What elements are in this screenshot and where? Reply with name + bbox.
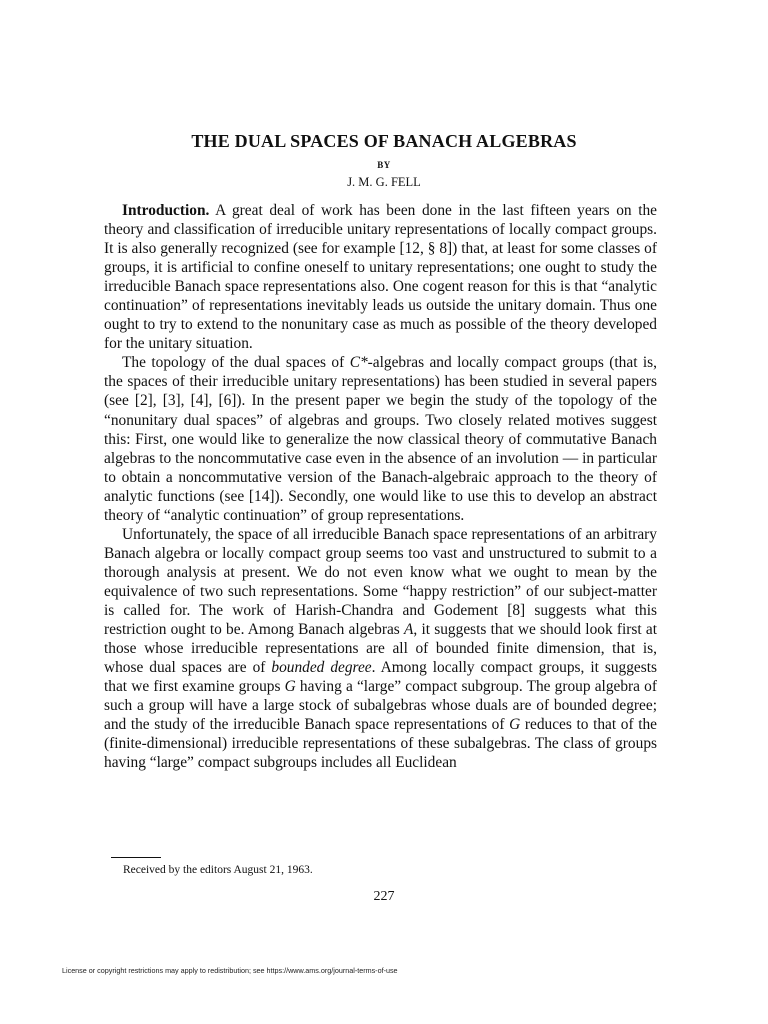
- byline-label: BY: [377, 160, 391, 170]
- license-notice: License or copyright restrictions may apply to redistribution; see https://www.ams.org/journal-terms-of-use: [62, 966, 398, 975]
- body-paragraph: [104, 525, 657, 773]
- text-run: . Among locally compact groups, it suggests that we first examine groups: [104, 659, 657, 696]
- italic-run: A: [404, 621, 414, 639]
- section-lead-heading: Introduction.: [122, 202, 210, 219]
- text-run: Unfortunately, the space of all irreducible Banach space representations of an arbitrary Banach algebra or locally compact group seems too vast and unstructured to submit to a thorough analysis at present. We do not even know what we ought to mean by the equivalence of two such representations. Some “happy restriction” of our subject-matter is called for. The work of Harish-Chandra and Godement [8] suggests what this restriction ought to be. Among Banach algebras: [104, 525, 657, 639]
- italic-run: G: [284, 678, 296, 696]
- italic-run: C*: [349, 354, 368, 372]
- text-run: having a “large” compact subgroup. The group algebra of such a group will have a large stock of subalgebras whose duals are of bounded degree; and the study of the irreducible Banach space representations of: [104, 678, 657, 734]
- text-run: -algebras and locally compact groups (that is, the spaces of their irreducible unitary representations) has been studied in several papers (see [2], [3], [4], [6]). In the present paper we begin the study of the topology of the “nonunitary dual spaces” of algebras and groups. Two closely related motives suggest this: First, one would like to generalize the now classical theory of commutative Banach algebras to the noncommutative case even in the absence of an involution — in particular to obtain a noncommutative version of the Banach-algebraic approach to the theory of analytic functions (see [14]). Secondly, one would like to use this to develop an abstract theory of “analytic continuation” of group representations.: [104, 354, 657, 524]
- paper-title: THE DUAL SPACES OF BANACH ALGEBRAS: [191, 131, 577, 151]
- article-body: [104, 201, 657, 772]
- text-run: , it suggests that we should look first at those whose irreducible representations are all of bounded finite dimension, that is, whose dual spaces are of: [104, 621, 657, 677]
- italic-run: bounded degree: [271, 659, 372, 677]
- text-run: A great deal of work has been done in the last fifteen years on the theory and classification of irreducible unitary representations of locally compact groups. It is also generally recognized (see for example [12, § 8]) that, at least for some classes of groups, it is artificial to confine oneself to unitary representations; one ought to study the irreducible Banach space representations also. One cogent reason for this is that “analytic continuation” of representations inevitably leads us outside the unitary domain. Thus one ought to try to extend to the nonunitary case as much as possible of the theory developed for the unitary situation.: [104, 202, 657, 353]
- body-paragraph: [104, 353, 657, 524]
- author-name: J. M. G. FELL: [347, 175, 421, 189]
- body-paragraph: [104, 201, 657, 353]
- text-run: The topology of the dual spaces of: [122, 354, 350, 372]
- page-number: 227: [373, 889, 395, 904]
- text-run: reduces to that of the (finite-dimensional) irreducible representations of these subalgebras. The class of groups having “large” compact subgroups includes all Euclidean: [104, 716, 657, 772]
- footnote-divider: [111, 857, 161, 858]
- received-footnote: Received by the editors August 21, 1963.: [123, 864, 313, 876]
- italic-run: G: [509, 716, 521, 734]
